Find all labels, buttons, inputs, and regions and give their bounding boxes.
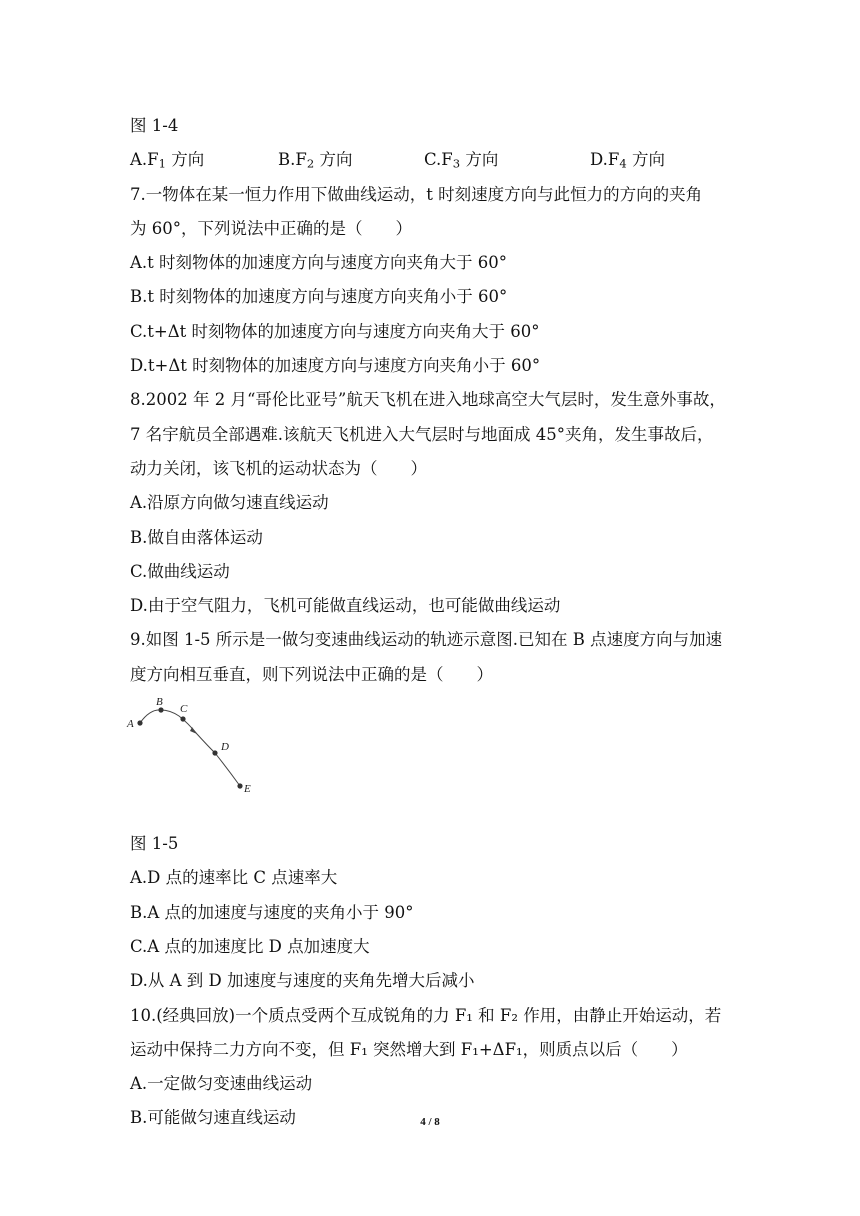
q6-option-a: $A.F_1$ 方向: [130, 150, 205, 171]
direction-arrow: [190, 727, 197, 734]
q10-stem-line: 运动中保持二力方向不变，但 F₁ 突然增大到 F₁+ΔF₁，则质点以后（ ）: [130, 1039, 688, 1059]
point-d: [212, 750, 217, 755]
q6-options: [130, 143, 730, 177]
q7-option-b: B.t 时刻物体的加速度方向与速度方向夹角小于 60°: [130, 287, 508, 307]
label-e: E: [244, 783, 251, 796]
q8-stem-line: 动力关闭，该飞机的运动状态为（ ）: [130, 458, 427, 478]
q8-stem-line: 7 名宇航员全部遇难.该航天飞机进入大气层时与地面成 45°夹角，发生事故后，: [130, 424, 714, 444]
q9-option-b: B.A 点的加速度与速度的夹角小于 90°: [130, 902, 414, 922]
q8-option-d: D.由于空气阻力，飞机可能做直线运动，也可能做曲线运动: [130, 596, 561, 616]
q8-option-c: C.做曲线运动: [130, 561, 230, 581]
q9-option-c: C.A 点的加速度比 D 点加速度大: [130, 936, 370, 956]
q6-option-d: $D.F_4$ 方向: [590, 150, 665, 171]
q9-stem-line: 9.如图 1-5 所示是一做匀变速曲线运动的轨迹示意图.已知在 B 点速度方向与加速: [130, 630, 723, 650]
q10-option-a: A.一定做匀变速曲线运动: [130, 1074, 313, 1094]
label-c: C: [180, 703, 188, 716]
label-b: B: [156, 696, 163, 709]
label-a: A: [127, 718, 134, 731]
q7-stem-line: 7.一物体在某一恒力作用下做曲线运动，t 时刻速度方向与此恒力的方向的夹角: [130, 184, 703, 204]
figure-caption-1-5: 图 1-5: [130, 834, 179, 854]
point-e: [237, 783, 242, 788]
q6-option-c: $C.F_3$ 方向: [424, 150, 499, 171]
point-b: [158, 707, 163, 712]
label-d: D: [221, 741, 229, 754]
point-a: [137, 720, 142, 725]
q10-stem-line: 10.(经典回放)一个质点受两个互成锐角的力 F₁ 和 F₂ 作用，由静止开始运动，若: [130, 1005, 722, 1025]
q9-stem-line: 度方向相互垂直，则下列说法中正确的是（ ）: [130, 664, 493, 684]
q7-option-d: D.t+Δt 时刻物体的加速度方向与速度方向夹角小于 60°: [130, 356, 541, 376]
point-c: [180, 716, 185, 721]
q6-option-b: $B.F_2$ 方向: [278, 150, 353, 171]
page-content: [127, 109, 730, 1136]
trajectory-diagram: [126, 696, 256, 796]
trajectory-figure: [127, 692, 730, 827]
figure-caption-1-4: 图 1-4: [130, 116, 179, 135]
q8-stem-line: 8.2002 年 2 月“哥伦比亚号”航天飞机在进入地球高空大气层时，发生意外事故，: [130, 390, 726, 410]
q10-option-b: B.可能做匀速直线运动: [130, 1108, 296, 1128]
q8-option-a: A.沿原方向做匀速直线运动: [130, 493, 329, 513]
q8-option-b: B.做自由落体运动: [130, 527, 263, 547]
q7-stem-line: 为 60°，下列说法中正确的是（ ）: [130, 218, 412, 238]
q7-option-c: C.t+Δt 时刻物体的加速度方向与速度方向夹角大于 60°: [130, 321, 540, 341]
q7-option-a: A.t 时刻物体的加速度方向与速度方向夹角大于 60°: [130, 253, 508, 273]
q9-option-a: A.D 点的速率比 C 点速率大: [130, 868, 338, 888]
q9-option-d: D.从 A 到 D 加速度与速度的夹角先增大后减小: [130, 971, 475, 991]
page-number: 4 / 8: [420, 1116, 440, 1128]
